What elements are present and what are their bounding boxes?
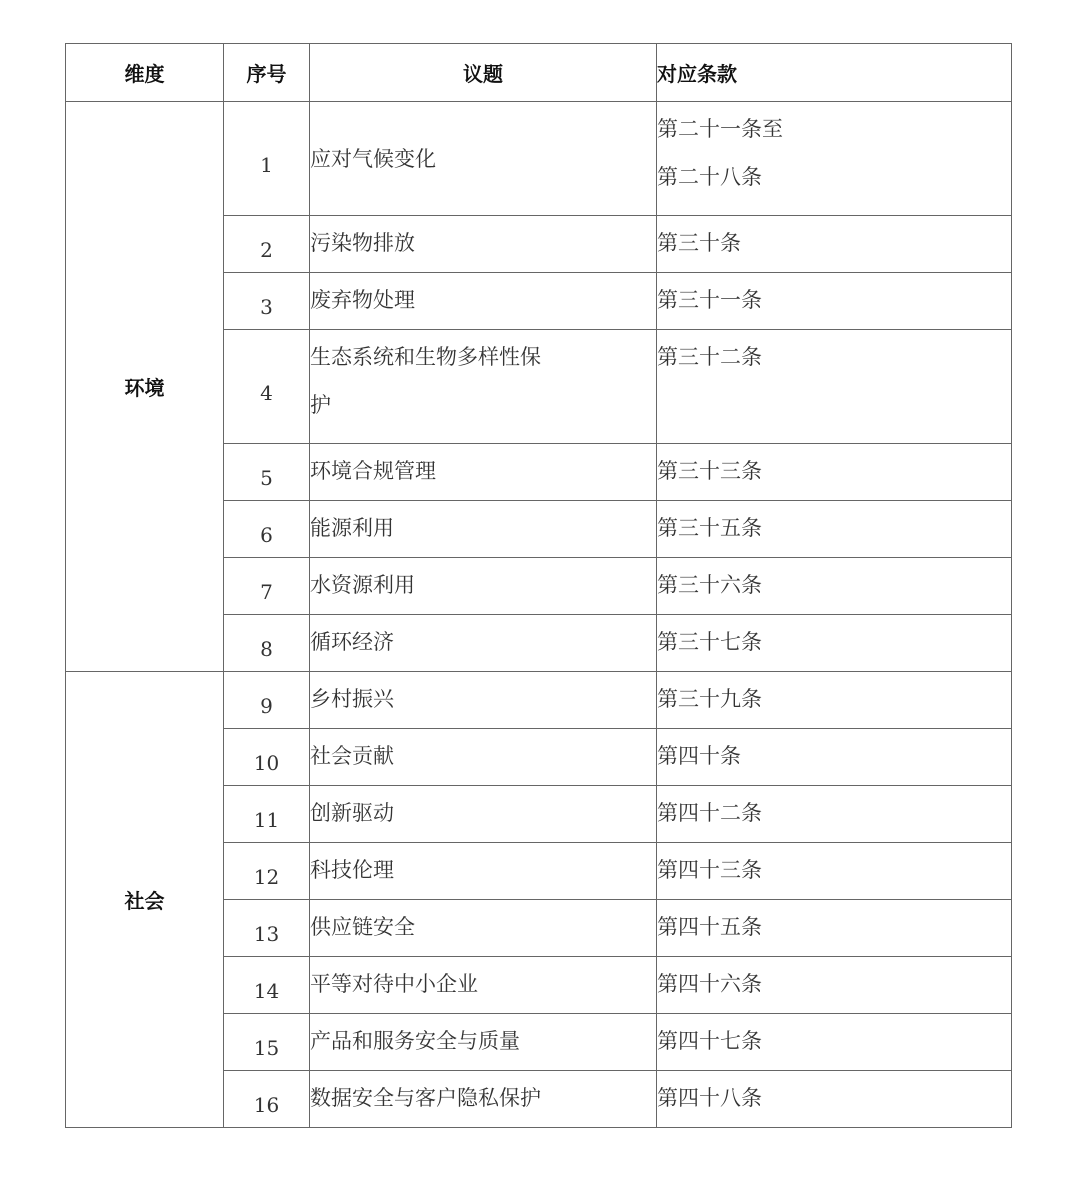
issue-text: 生态系统和生物多样性保 — [310, 345, 541, 369]
seq-number: 4 — [260, 380, 273, 405]
clause-text: 第三十条 — [657, 231, 741, 255]
header-seq: 序号 — [224, 44, 310, 102]
issue-cell — [310, 672, 657, 729]
seq-cell — [224, 843, 310, 900]
issue-text: 科技伦理 — [310, 858, 394, 882]
clause-text: 第三十七条 — [657, 630, 762, 654]
clause-text: 第三十三条 — [657, 459, 762, 483]
clause-cell — [657, 273, 1012, 330]
issue-text: 循环经济 — [310, 630, 394, 654]
issue-cell — [310, 558, 657, 615]
issue-cell — [310, 1071, 657, 1128]
issue-cell — [310, 330, 657, 444]
issue-cell — [310, 900, 657, 957]
esg-issues-table — [65, 43, 1012, 1128]
issue-cell — [310, 957, 657, 1014]
clause-text: 第四十三条 — [657, 858, 762, 882]
clause-text: 第三十六条 — [657, 573, 762, 597]
seq-cell — [224, 1014, 310, 1071]
issue-text: 乡村振兴 — [310, 687, 394, 711]
seq-cell — [224, 102, 310, 216]
clause-cell — [657, 558, 1012, 615]
clause-cell — [657, 444, 1012, 501]
seq-number: 14 — [253, 979, 280, 1003]
table-row — [66, 672, 1012, 729]
issue-text: 数据安全与客户隐私保护 — [310, 1086, 541, 1110]
header-row — [66, 44, 1012, 102]
seq-number: 1 — [260, 152, 273, 177]
seq-cell — [224, 900, 310, 957]
seq-number: 9 — [260, 694, 273, 718]
issue-cell — [310, 729, 657, 786]
clause-cell — [657, 957, 1012, 1014]
clause-text: 第三十五条 — [657, 516, 762, 540]
seq-number: 2 — [260, 238, 273, 262]
seq-cell — [224, 957, 310, 1014]
clause-text: 第四十七条 — [657, 1029, 762, 1053]
header-issue: 议题 — [310, 44, 657, 102]
clause-text: 第三十二条 — [657, 345, 762, 369]
seq-cell — [224, 444, 310, 501]
issue-text: 平等对待中小企业 — [310, 972, 478, 996]
seq-number: 10 — [253, 751, 280, 775]
seq-cell — [224, 330, 310, 444]
seq-number: 15 — [253, 1036, 280, 1060]
clause-text: 第三十一条 — [657, 288, 762, 312]
issue-cell — [310, 1014, 657, 1071]
issue-text: 能源利用 — [310, 516, 394, 540]
clause-text: 第四十六条 — [657, 972, 762, 996]
clause-cell — [657, 102, 1012, 216]
seq-cell — [224, 672, 310, 729]
seq-number: 13 — [253, 922, 280, 946]
clause-text: 第四十二条 — [657, 801, 762, 825]
seq-cell — [224, 615, 310, 672]
seq-number: 6 — [260, 523, 273, 547]
seq-cell — [224, 1071, 310, 1128]
issue-text: 供应链安全 — [310, 915, 415, 939]
issue-cell — [310, 444, 657, 501]
dimension-cell: 环境 — [66, 102, 224, 672]
seq-cell — [224, 216, 310, 273]
issue-cell — [310, 786, 657, 843]
seq-cell — [224, 501, 310, 558]
seq-number: 5 — [260, 466, 273, 490]
clause-cell — [657, 1014, 1012, 1071]
clause-cell — [657, 501, 1012, 558]
clause-cell — [657, 672, 1012, 729]
issue-text: 水资源利用 — [310, 573, 415, 597]
issue-cell — [310, 843, 657, 900]
dimension-cell: 社会 — [66, 672, 224, 1128]
header-dimension: 维度 — [66, 44, 224, 102]
table-row — [66, 102, 1012, 216]
header-clause: 对应条款 — [657, 44, 1012, 102]
clause-cell — [657, 900, 1012, 957]
issue-text: 社会贡献 — [310, 744, 394, 768]
clause-cell — [657, 216, 1012, 273]
clause-text: 第二十一条至 — [657, 117, 783, 141]
seq-cell — [224, 729, 310, 786]
clause-cell — [657, 1071, 1012, 1128]
issue-cell — [310, 273, 657, 330]
clause-cell — [657, 786, 1012, 843]
seq-number: 16 — [253, 1093, 280, 1117]
clause-text: 第二十八条 — [657, 165, 762, 189]
seq-cell — [224, 558, 310, 615]
clause-cell — [657, 615, 1012, 672]
issue-text: 应对气候变化 — [310, 146, 436, 171]
issue-cell — [310, 501, 657, 558]
seq-number: 11 — [253, 808, 280, 832]
clause-text: 第四十条 — [657, 744, 741, 768]
issue-cell — [310, 615, 657, 672]
clause-text: 第四十八条 — [657, 1086, 762, 1110]
clause-text: 第三十九条 — [657, 687, 762, 711]
issue-text: 污染物排放 — [310, 231, 415, 255]
issue-cell — [310, 216, 657, 273]
issue-text: 产品和服务安全与质量 — [310, 1029, 520, 1053]
seq-number: 7 — [260, 580, 273, 604]
clause-cell — [657, 330, 1012, 444]
seq-number: 3 — [260, 295, 273, 319]
seq-cell — [224, 273, 310, 330]
seq-number: 12 — [253, 865, 280, 889]
table-body — [66, 102, 1012, 1128]
issue-text: 环境合规管理 — [310, 459, 436, 483]
clause-cell — [657, 729, 1012, 786]
issue-text: 护 — [310, 393, 331, 417]
seq-cell — [224, 786, 310, 843]
issue-cell — [310, 102, 657, 216]
seq-number: 8 — [260, 637, 273, 661]
clause-cell — [657, 843, 1012, 900]
clause-text: 第四十五条 — [657, 915, 762, 939]
issue-text: 废弃物处理 — [310, 288, 415, 312]
issue-text: 创新驱动 — [310, 801, 394, 825]
